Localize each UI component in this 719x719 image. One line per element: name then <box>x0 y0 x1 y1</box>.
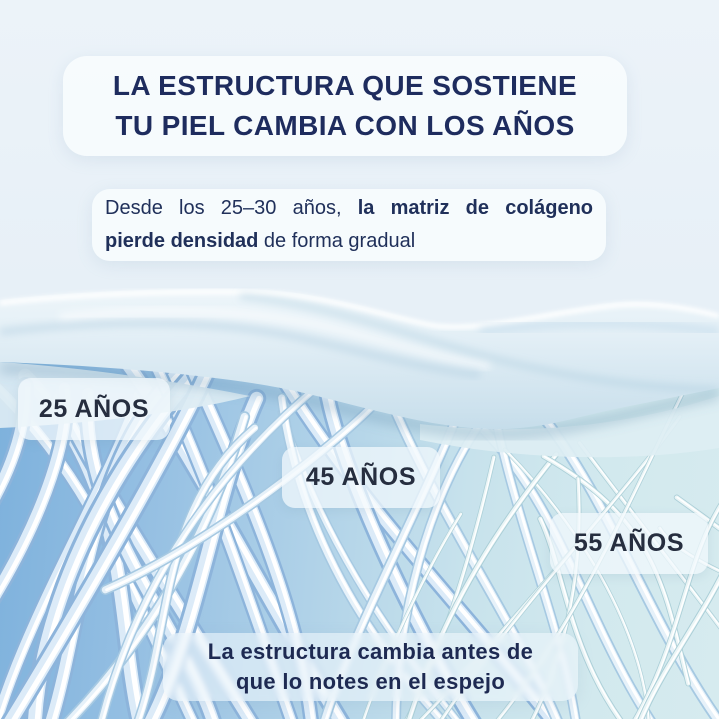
subtitle-line2-bold: pierde densidad <box>105 230 259 252</box>
subtitle-line-1 <box>105 192 593 225</box>
subtitle-line2-normal: de forma gradual <box>258 230 416 252</box>
age-label-25: 25 AÑOS <box>18 378 170 440</box>
age-label-55: 55 AÑOS <box>550 513 708 574</box>
title-card <box>63 56 627 156</box>
subtitle-line-2 <box>105 225 593 258</box>
subtitle-card <box>92 189 606 261</box>
footer-line-1: La estructura cambia antes de <box>207 639 534 664</box>
subtitle-line1-normal: Desde los 25–30 años, <box>105 197 358 219</box>
title-line-2: TU PIEL CAMBIA CON LOS AÑOS <box>115 110 575 141</box>
footer-card <box>163 633 578 701</box>
footer-line-2: que lo notes en el espejo <box>235 669 506 694</box>
subtitle-text <box>92 189 606 258</box>
subtitle-line1-bold: la matriz de colágeno <box>357 197 594 219</box>
age-label-45: 45 AÑOS <box>282 447 440 508</box>
title-line-1: LA ESTRUCTURA QUE SOSTIENE <box>112 70 578 101</box>
